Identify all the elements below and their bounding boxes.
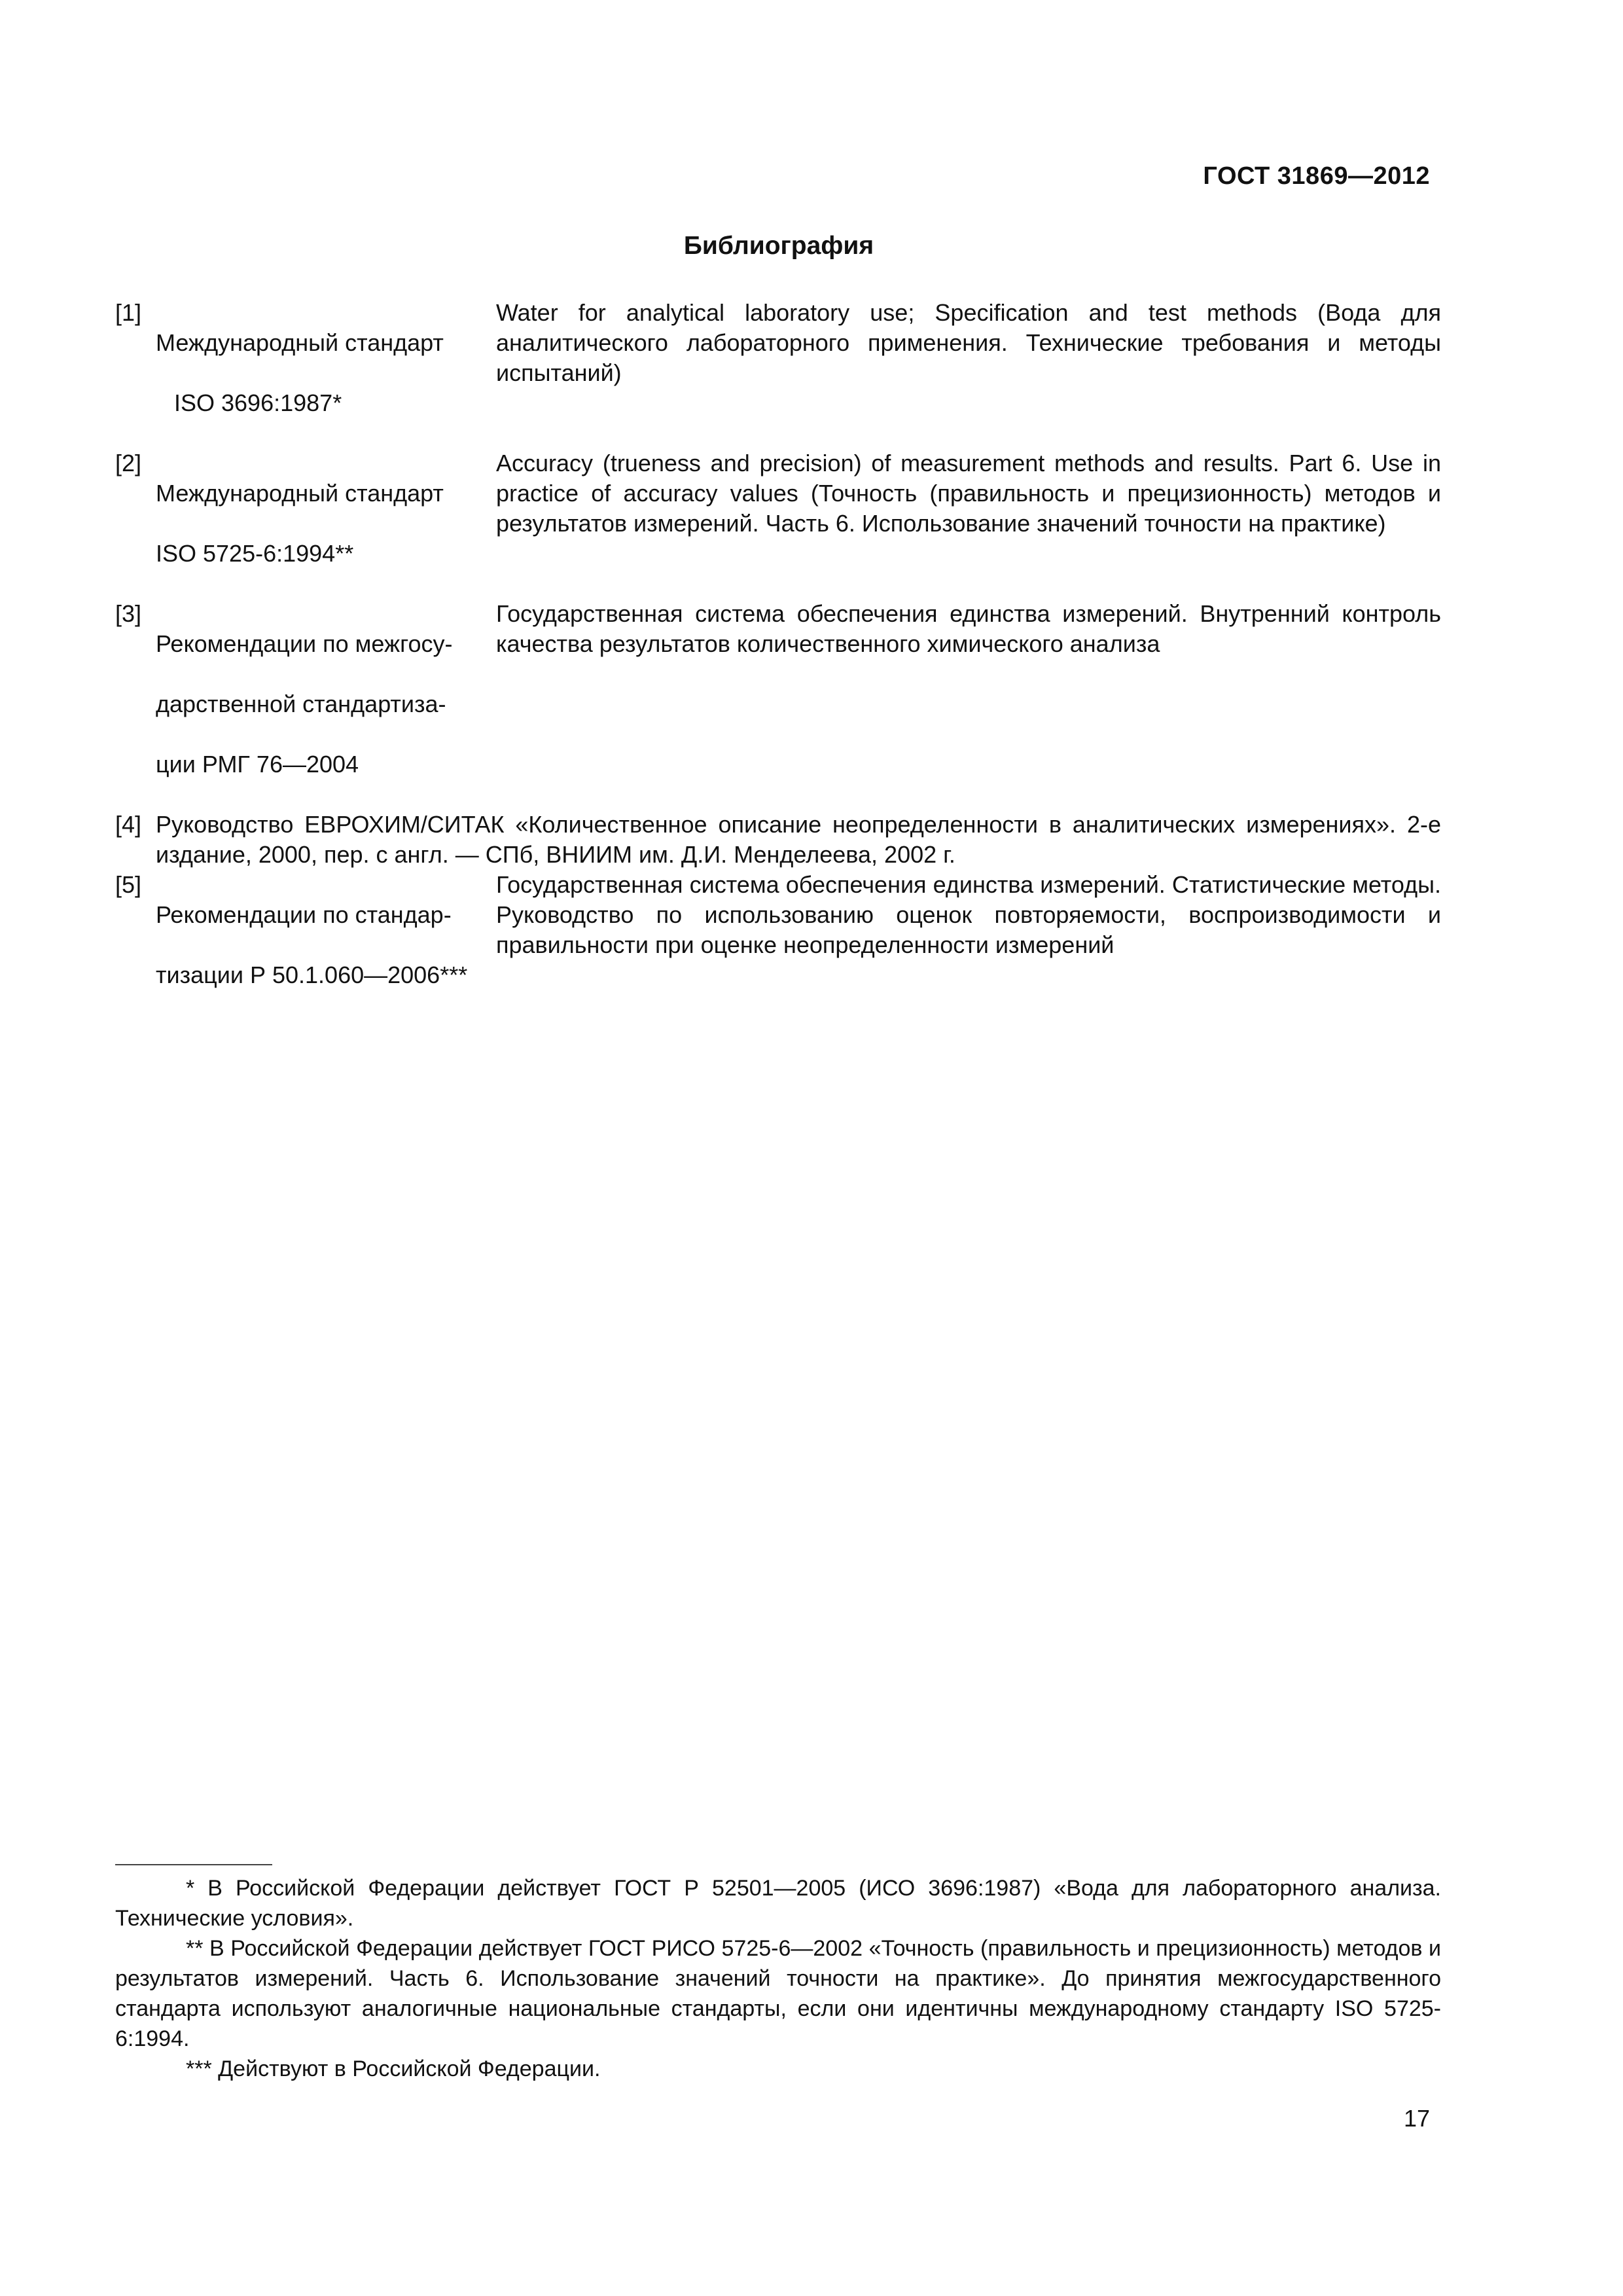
entry-source-line: Рекомендации по стандар-	[156, 901, 452, 928]
entry-number: [5]	[115, 871, 142, 898]
entry-source-line: ISO 5725-6:1994**	[156, 540, 354, 567]
entry-source-line: ции РМГ 76—2004	[156, 751, 359, 778]
entry-source-line: ISO 3696:1987*	[174, 389, 342, 416]
entry-number: [1]	[115, 299, 142, 326]
entry-source	[156, 298, 496, 448]
bibliography-list	[115, 298, 1441, 1020]
entry-number: [4]	[115, 811, 142, 838]
footnote: *** Действуют в Российской Федерации.	[186, 2056, 601, 2081]
entry-full-text: Руководство ЕВРОХИМ/СИТАК «Количественное описание неопределенности в аналитических измерениях». 2-е издание, 2000, пер. с англ. — СПб, ВНИИМ им. Д.И. Менделеева, 2002 г.	[156, 811, 1441, 868]
entry-source-line: Международный стандарт	[156, 480, 444, 507]
footnote: * В Российской Федерации действует ГОСТ Р 52501—2005 (ИСО 3696:1987) «Вода для лабораторного анализа. Технические условия».	[115, 1876, 1441, 1931]
entry-description: Государственная система обеспечения единства измерений. Внутренний контроль качества результатов количественного химического анализа	[496, 600, 1441, 657]
footnote-divider	[115, 1864, 272, 1865]
section-title: Библиография	[683, 232, 874, 260]
bibliography-entry	[115, 810, 1441, 870]
entry-description: Water for analytical laboratory use; Specification and test methods (Вода для аналитического лабораторного применения. Технические требования и методы испытаний)	[496, 299, 1441, 386]
entry-description: Accuracy (trueness and precision) of measurement methods and results. Part 6. Use in practice of accuracy values (Точность (правильность и прецизионность) методов и результатов измерений. Часть 6. Использование значений точности на практике)	[496, 450, 1441, 537]
entry-description: Государственная система обеспечения единства измерений. Статистические методы. Руководство по использованию оценок повторяемости, воспроизводимости и правильности при оценке неопределенности измерений	[496, 871, 1441, 958]
bibliography-entry	[115, 448, 1441, 599]
bibliography-entry	[115, 298, 1441, 448]
footnotes	[115, 1873, 1441, 2084]
entry-source-line: дарственной стандартиза-	[156, 691, 446, 717]
entry-source	[156, 448, 496, 599]
document-id-header: ГОСТ 31869—2012	[1203, 162, 1430, 190]
entry-number: [2]	[115, 450, 142, 476]
footnote: ** В Российской Федерации действует ГОСТ РИСО 5725-6—2002 «Точность (правильность и прецизионность) методов и результатов измерений. Часть 6. Использование значений точности на практике». До принятия межгосударственного стандарта используют аналогичные национальные стандарты, если они идентичны международному стандарту ISO 5725-6:1994.	[115, 1936, 1441, 2051]
entry-source-line: тизации Р 50.1.060—2006***	[156, 961, 468, 988]
bibliography-entry	[115, 870, 1441, 1020]
entry-number: [3]	[115, 600, 142, 627]
page-number: 17	[1403, 2105, 1430, 2132]
entry-source	[156, 870, 496, 1020]
entry-source-line: Международный стандарт	[156, 329, 444, 356]
entry-source	[156, 599, 496, 810]
bibliography-entry	[115, 599, 1441, 810]
entry-source-line: Рекомендации по межгосу-	[156, 630, 453, 657]
